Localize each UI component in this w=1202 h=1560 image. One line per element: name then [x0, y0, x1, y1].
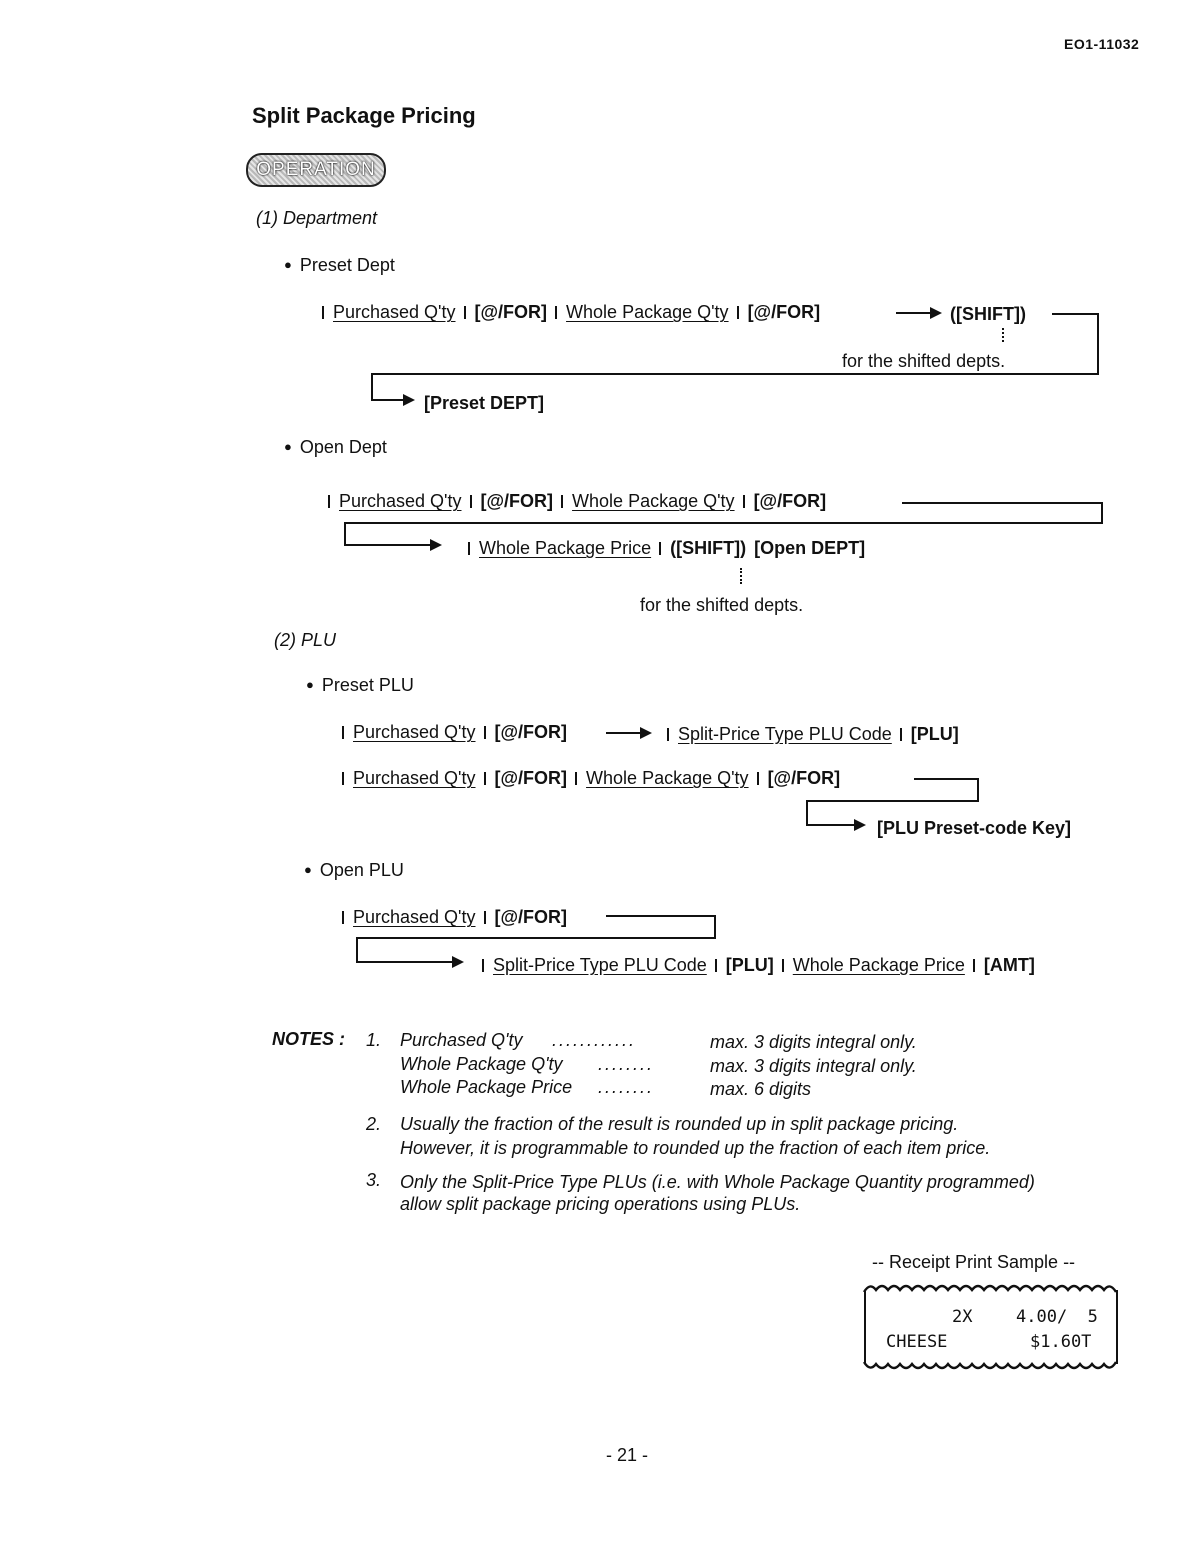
- key-at-for: [@/FOR]: [474, 302, 548, 322]
- arrow-right-icon: [930, 307, 942, 319]
- operation-badge: OPERATION: [246, 153, 386, 187]
- token-purchased-qty: Purchased Q'ty: [353, 768, 476, 788]
- flow-arrow: [806, 824, 856, 826]
- flow-line: [806, 800, 979, 802]
- preset-plu-sequence-1: [342, 722, 575, 743]
- receipt-amount: $1.60T: [1030, 1332, 1092, 1352]
- key-plu: [PLU]: [910, 724, 959, 744]
- arrow-right-icon: [403, 394, 415, 406]
- token-purchased-qty: Purchased Q'ty: [353, 907, 476, 927]
- page-title: Split Package Pricing: [252, 103, 476, 128]
- key-plu-preset-code: [PLU Preset-code Key]: [877, 818, 1072, 838]
- note-limit: max. 3 digits integral only.: [710, 1056, 917, 1076]
- key-at-for: [@/FOR]: [494, 907, 568, 927]
- receipt-tear-bottom: [862, 1358, 1118, 1376]
- preset-plu-sequence-2: [342, 768, 848, 789]
- token-whole-package-price: Whole Package Price: [792, 955, 965, 975]
- token-split-price-plu-code: Split-Price Type PLU Code: [493, 955, 707, 975]
- flow-line: [606, 915, 716, 917]
- key-shift-optional: ([SHIFT]): [950, 304, 1026, 324]
- key-amt: [AMT]: [983, 955, 1035, 975]
- key-at-for: [@/FOR]: [494, 768, 568, 788]
- note-limit: max. 3 digits integral only.: [710, 1032, 917, 1052]
- key-at-for: [@/FOR]: [753, 491, 827, 511]
- token-purchased-qty: Purchased Q'ty: [353, 722, 476, 742]
- flow-line: [1097, 313, 1099, 375]
- section-plu-heading: (2) PLU: [274, 630, 337, 650]
- receipt-qty: 2X: [952, 1307, 973, 1327]
- flow-arrow: [371, 399, 405, 401]
- token-split-price-plu-code: Split-Price Type PLU Code: [678, 724, 892, 744]
- note-number: 1.: [366, 1030, 382, 1050]
- note-number: 2.: [366, 1114, 382, 1134]
- open-dept-sequence: [328, 491, 834, 512]
- open-plu-sequence-continued: [482, 955, 1043, 976]
- flow-line: [714, 915, 716, 939]
- note-dots: ............: [552, 1030, 637, 1050]
- key-at-for: [@/FOR]: [767, 768, 841, 788]
- note-number: 3.: [366, 1170, 382, 1190]
- flow-line: [356, 937, 716, 939]
- receipt-item: CHEESE: [886, 1332, 948, 1352]
- receipt-body: [864, 1290, 1118, 1364]
- key-at-for: [@/FOR]: [494, 722, 568, 742]
- flow-line: [914, 778, 978, 780]
- open-dept-sequence-continued: [468, 538, 873, 559]
- token-purchased-qty: Purchased Q'ty: [339, 491, 462, 511]
- page-number: - 21 -: [606, 1445, 649, 1465]
- flow-line: [977, 778, 979, 802]
- flow-line: [806, 800, 808, 826]
- flow-arrow: [896, 312, 932, 314]
- key-preset-dept: [Preset DEPT]: [424, 393, 545, 413]
- flow-line: [344, 522, 1103, 524]
- section-department-heading: (1) Department: [256, 208, 378, 228]
- note-line: allow split package pricing operations using PLUs.: [400, 1194, 801, 1214]
- note-dots: ........: [598, 1054, 655, 1074]
- arrow-right-icon: [854, 819, 866, 831]
- preset-dept-sequence: [322, 302, 828, 323]
- receipt-unit-price: 4.00/ 5: [1016, 1307, 1098, 1327]
- preset-plu-label: ● Preset PLU: [306, 675, 414, 696]
- preset-plu-sequence-1-continued: [667, 724, 967, 745]
- flow-arrow: [356, 961, 454, 963]
- note-limit: max. 6 digits: [710, 1079, 812, 1099]
- arrow-right-icon: [640, 727, 652, 739]
- preset-dept-shifted-note: for the shifted depts.: [842, 351, 1006, 371]
- key-shift-optional: ([SHIFT]): [670, 538, 747, 558]
- note-line: Only the Split-Price Type PLUs (i.e. with Whole Package Quantity programmed): [400, 1172, 1035, 1192]
- open-dept-label: ● Open Dept: [284, 437, 387, 458]
- flow-line: [902, 502, 1102, 504]
- flow-arrow: [344, 544, 432, 546]
- preset-dept-label: ● Preset Dept: [284, 255, 395, 276]
- shift-dots: [740, 568, 744, 584]
- note-field: Whole Package Price: [400, 1077, 573, 1097]
- flow-line: [371, 373, 1099, 375]
- open-plu-label: ● Open PLU: [304, 860, 404, 881]
- notes-label: NOTES :: [272, 1029, 346, 1049]
- key-at-for: [@/FOR]: [480, 491, 554, 511]
- token-whole-package-qty: Whole Package Q'ty: [586, 768, 749, 788]
- key-open-dept: [Open DEPT]: [754, 538, 866, 558]
- flow-arrow: [606, 732, 642, 734]
- flow-line: [1052, 313, 1098, 315]
- token-whole-package-qty: Whole Package Q'ty: [572, 491, 735, 511]
- flow-line: [356, 937, 358, 963]
- arrow-right-icon: [452, 956, 464, 968]
- note-field: Purchased Q'ty: [400, 1030, 523, 1050]
- flow-line: [344, 522, 346, 546]
- note-line: Usually the fraction of the result is rounded up in split package pricing.: [400, 1114, 959, 1134]
- token-whole-package-qty: Whole Package Q'ty: [566, 302, 729, 322]
- note-line: However, it is programmable to rounded up the fraction of each item price.: [400, 1138, 991, 1158]
- flow-line: [1101, 502, 1103, 524]
- document-id: EO1-11032: [1064, 36, 1140, 52]
- flow-line: [371, 373, 373, 401]
- receipt-caption: -- Receipt Print Sample --: [872, 1252, 1076, 1272]
- token-purchased-qty: Purchased Q'ty: [333, 302, 456, 322]
- open-dept-shifted-note: for the shifted depts.: [640, 595, 804, 615]
- token-whole-package-price: Whole Package Price: [479, 538, 652, 558]
- key-plu: [PLU]: [725, 955, 774, 975]
- note-field: Whole Package Q'ty: [400, 1054, 563, 1074]
- arrow-right-icon: [430, 539, 442, 551]
- open-plu-sequence: [342, 907, 575, 928]
- shift-dots: [1002, 328, 1006, 342]
- key-at-for: [@/FOR]: [747, 302, 821, 322]
- note-dots: ........: [598, 1077, 655, 1097]
